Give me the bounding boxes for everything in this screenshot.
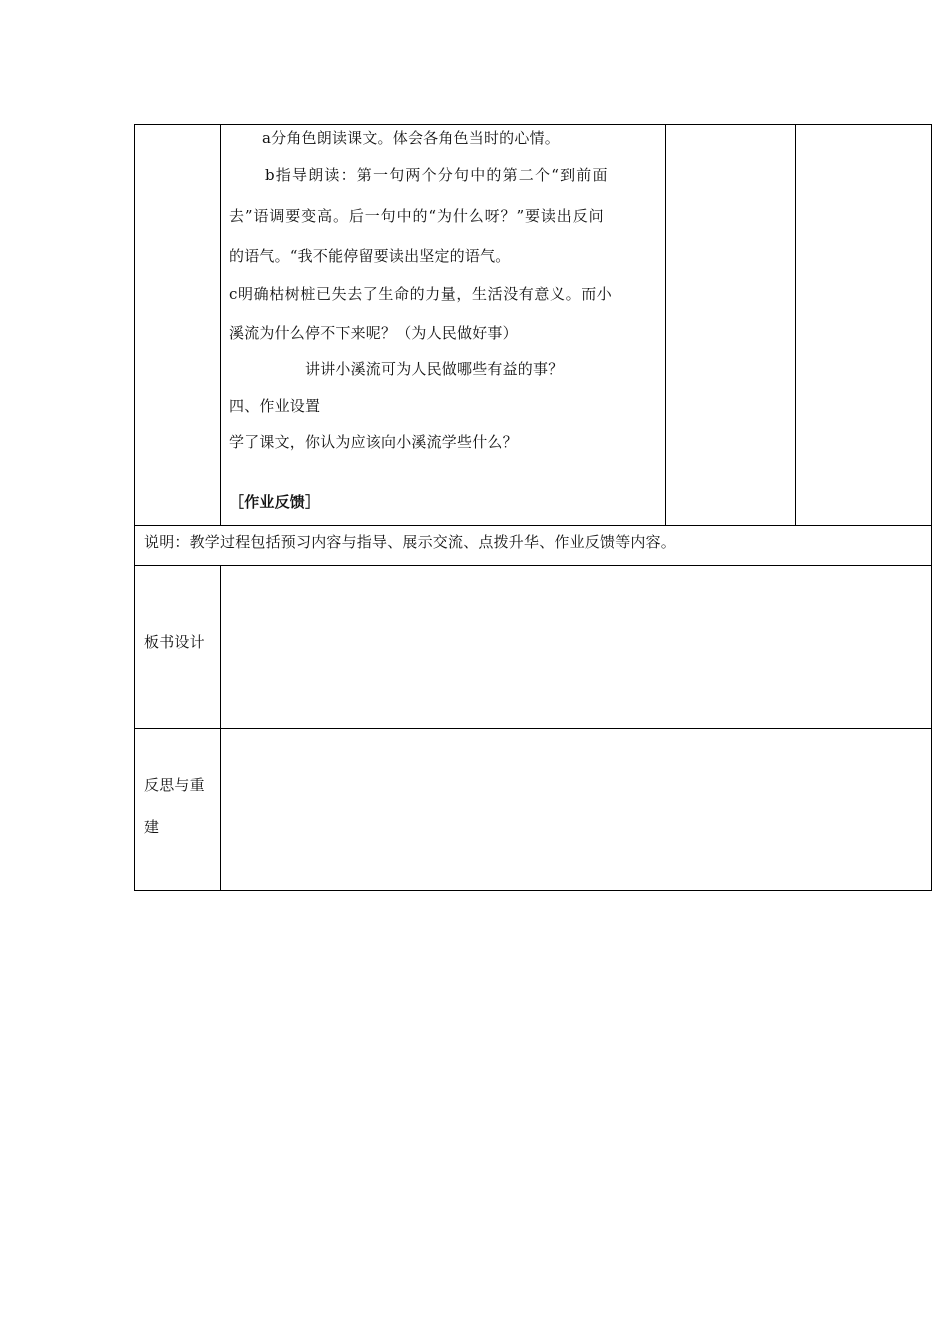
row-divider-note-top <box>134 525 932 526</box>
lesson-line-talk: 讲讲小溪流可为人民做哪些有益的事？ <box>305 360 564 378</box>
section-homework-heading: 四、作业设置 <box>229 397 321 415</box>
lesson-line-b2: 去”语调要变高。后一句中的“为什么呀？”要读出反问 <box>229 207 605 225</box>
reflection-label-line1: 反思与重 <box>144 776 205 794</box>
table-bottom-border <box>134 890 932 891</box>
table-right-border <box>931 124 932 891</box>
homework-feedback-label: ［作业反馈］ <box>229 493 321 511</box>
column-divider-2 <box>665 124 666 526</box>
lesson-line-b3: 的语气。“我不能停留要读出坚定的语气。 <box>229 247 511 265</box>
table-top-border <box>134 124 932 125</box>
note-text: 说明：教学过程包括预习内容与指导、展示交流、点拨升华、作业反馈等内容。 <box>144 533 677 551</box>
lesson-line-a: a分角色朗读课文。体会各角色当时的心情。 <box>262 129 560 147</box>
column-divider-3 <box>795 124 796 526</box>
lesson-line-c2: 溪流为什么停不下来呢？（为人民做好事） <box>229 324 518 342</box>
column-divider-1-top <box>220 124 221 526</box>
lesson-line-b1: b指导朗读：第一句两个分句中的第二个“到前面 <box>265 166 609 184</box>
table-left-border <box>134 124 135 891</box>
homework-question: 学了课文，你认为应该向小溪流学些什么？ <box>229 433 518 451</box>
board-design-label: 板书设计 <box>144 633 205 651</box>
row-divider-board-bottom <box>134 728 932 729</box>
lesson-line-c1: c明确枯树桩已失去了生命的力量，生活没有意义。而小 <box>229 285 613 303</box>
column-divider-1-bottom <box>220 565 221 891</box>
reflection-label-line2: 建 <box>144 818 160 836</box>
row-divider-note-bottom <box>134 565 932 566</box>
